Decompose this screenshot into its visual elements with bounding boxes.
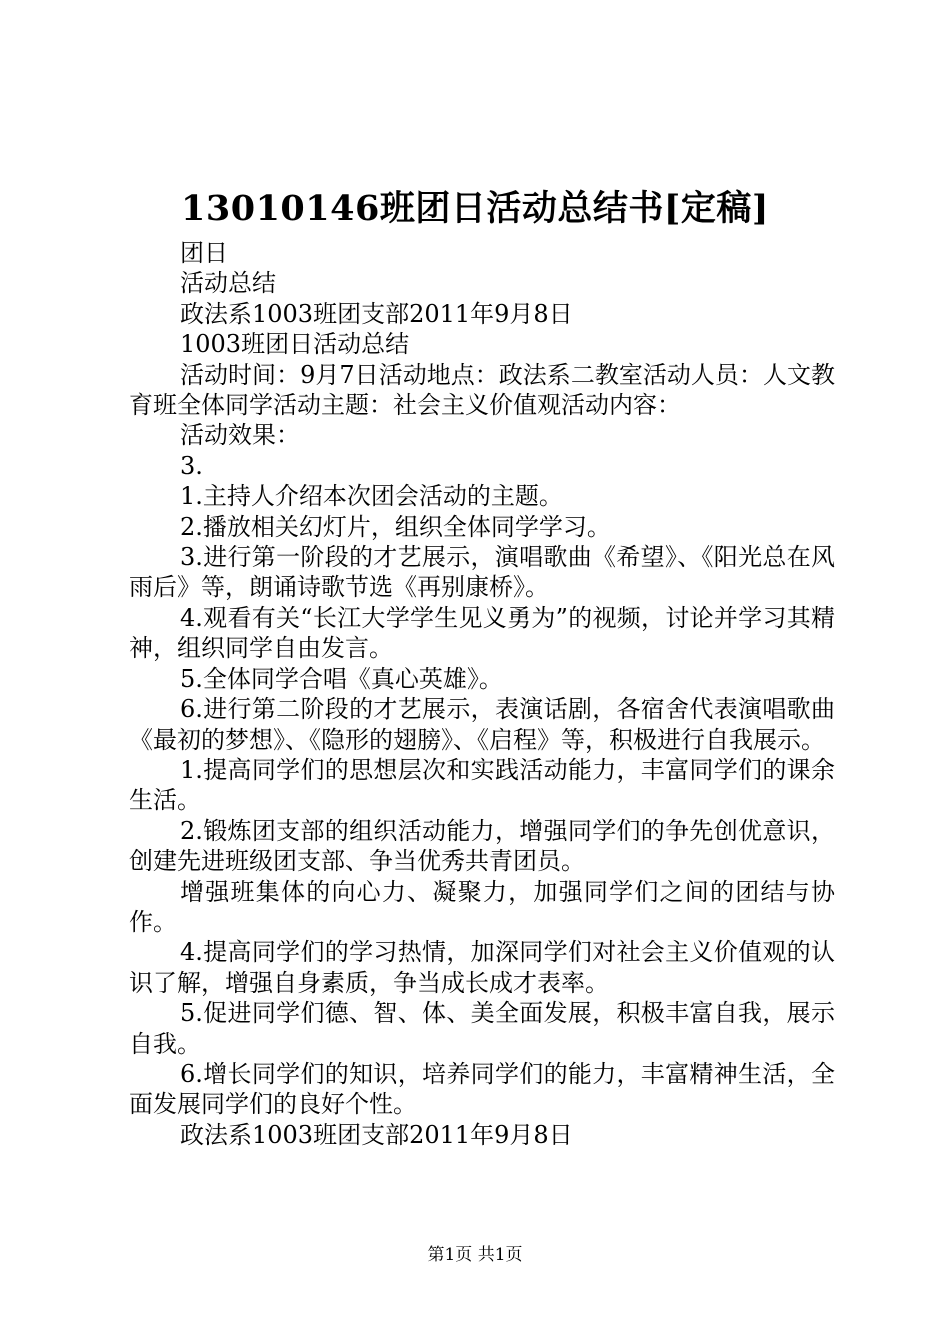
paragraph: 政法系1003班团支部2011年9月8日 (180, 299, 573, 328)
paragraph: 政法系1003班团支部2011年9月8日 (180, 1120, 573, 1149)
page-number-footer: 第1页 共1页 (427, 1245, 523, 1265)
paragraph: 4.提高同学们的学习热情，加深同学们对社会主义价值观的认识了解，增强自身素质，争当成长成才表率。 (129, 938, 835, 997)
paragraph: 5.促进同学们德、智、体、美全面发展，积极丰富自我，展示自我。 (129, 999, 835, 1058)
paragraph: 2.播放相关幻灯片，组织全体同学学习。 (180, 512, 611, 541)
paragraph: 活动时间：9月7日活动地点：政法系二教室活动人员：人文教育班全体同学活动主题：社会主义价值观活动内容： (129, 360, 835, 420)
paragraph: 1003班团日活动总结 (180, 330, 410, 359)
document-title: 13010146班团日活动总结书[定稿] (181, 188, 769, 229)
paragraph: 2.锻炼团支部的组织活动能力，增强同学们的争先创优意识，创建先进班级团支部、争当优秀共青团员。 (129, 816, 835, 876)
paragraph: 活动总结 (180, 269, 276, 298)
paragraph: 团日 (180, 239, 228, 267)
paragraph: 6.增长同学们的知识，培养同学们的能力，丰富精神生活，全面发展同学们的良好个性。 (129, 1059, 835, 1119)
paragraph: 5.全体同学合唱《真心英雄》。 (180, 664, 503, 693)
paragraph: 6.进行第二阶段的才艺展示，表演话剧，各宿舍代表演唱歌曲《最初的梦想》、《隐形的翅膀》、《启程》等，积极进行自我展示。 (129, 695, 835, 754)
paragraph: 4.观看有关“长江大学学生见义勇为”的视频，讨论并学习其精神，组织同学自由发言。 (129, 603, 835, 663)
paragraph: 增强班集体的向心力、凝聚力，加强同学们之间的团结与协作。 (129, 877, 835, 936)
paragraph: 3. (180, 451, 203, 480)
paragraph: 活动效果： (180, 421, 300, 450)
document-body (129, 238, 835, 1150)
paragraph: 1.主持人介绍本次团会活动的主题。 (180, 482, 563, 511)
paragraph: 3.进行第一阶段的才艺展示，演唱歌曲《希望》、《阳光总在风雨后》等，朗诵诗歌节选《再别康桥》。 (129, 543, 835, 602)
paragraph: 1.提高同学们的思想层次和实践活动能力，丰富同学们的课余生活。 (129, 755, 835, 815)
